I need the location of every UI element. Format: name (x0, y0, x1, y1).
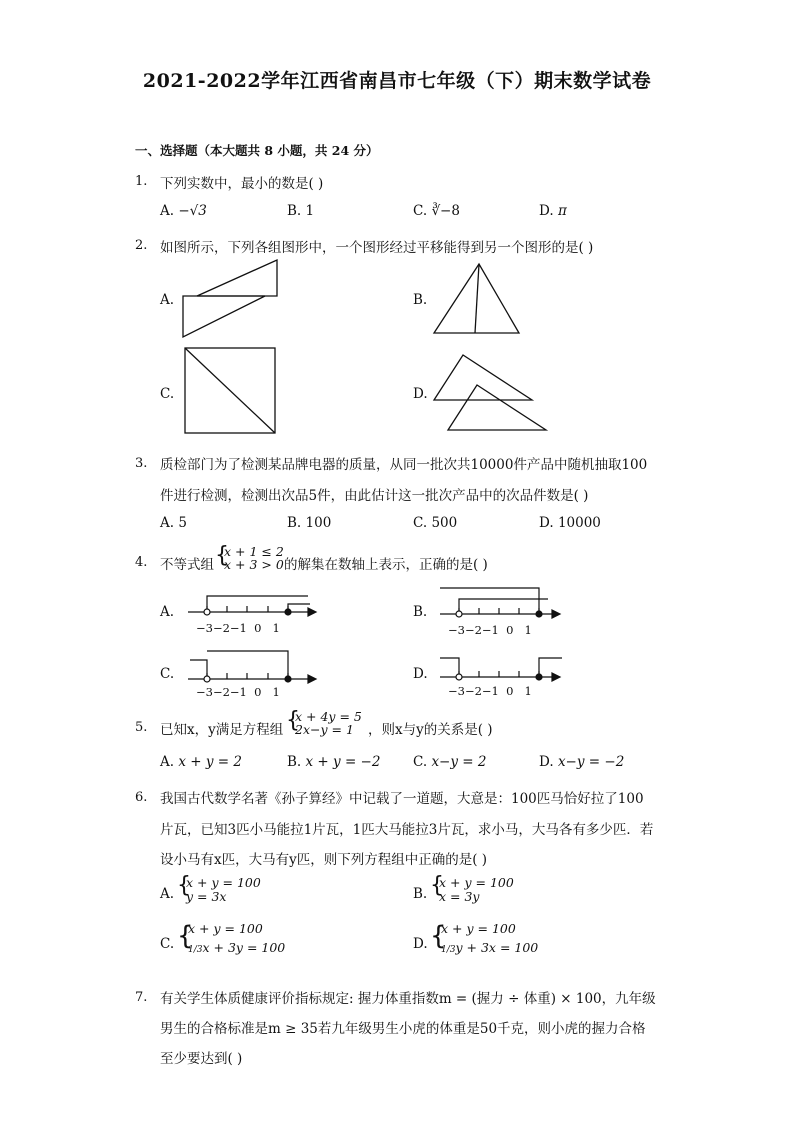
option-letter: B. (287, 515, 302, 531)
option-letter: A. (160, 515, 175, 531)
system-brace: { (177, 873, 191, 898)
option-d[interactable]: D. (413, 936, 428, 952)
question-text-line: 男生的合格标准是m ≥ 35若九年级男生小虎的体重是50千克，则小虎的握力合格 (160, 1021, 646, 1037)
system-brace: { (215, 543, 229, 568)
question-number: 4. (135, 555, 148, 570)
question-text: 已知x，y满足方程组 (160, 722, 284, 738)
question-number: 3. (135, 456, 148, 471)
option-value: x−y = 2 (431, 754, 487, 770)
question-text: 下列实数中，最小的数是( ) (160, 176, 324, 192)
option-a[interactable] (160, 754, 242, 770)
system-equation: 1/3x + 3y = 100 (188, 940, 286, 955)
fraction: 1/3 (441, 945, 456, 955)
question-number: 7. (135, 990, 148, 1005)
question-text: 的解集在数轴上表示，正确的是( ) (284, 557, 488, 573)
option-letter: A. (160, 754, 175, 770)
option-value: 5 (178, 515, 187, 531)
question-text-line: 至少要达到( ) (160, 1051, 243, 1067)
system-equation: x + y = 100 (186, 875, 261, 890)
question-number: 2. (135, 238, 148, 253)
axis-tick-label: −3−2−1 0 1 (196, 621, 280, 635)
option-b[interactable] (287, 754, 380, 770)
option-letter: B. (287, 203, 302, 219)
system-equation: x + y = 100 (439, 875, 514, 890)
option-letter: C. (413, 515, 428, 531)
option-d[interactable]: D. (413, 666, 428, 682)
option-value: 1 (305, 203, 315, 219)
option-b[interactable]: B. (413, 886, 428, 902)
question-text: 如图所示，下列各组图形中，一个图形经过平移能得到另一个图形的是( ) (160, 240, 594, 256)
question-text-line: 设小马有x匹，大马有y匹，则下列方程组中正确的是( ) (160, 852, 488, 868)
system-equation: 1/3y + 3x = 100 (441, 940, 539, 955)
system-equation: x + 3 > 0 (224, 557, 284, 572)
option-b[interactable]: B. (413, 604, 428, 620)
option-a[interactable]: A. (160, 292, 175, 308)
system-equation: x + 1 ≤ 2 (224, 544, 284, 559)
option-a[interactable]: A. (160, 604, 175, 620)
question-text-line: 片瓦，已知3匹小马能拉1片瓦，1匹大马能拉3片瓦，求小马，大马各有多少匹．若 (160, 822, 654, 838)
question-number: 5. (135, 720, 148, 735)
question-text-line: 我国古代数学名著《孙子算经》中记载了一道题，大意是：100匹马恰好拉了100 (160, 791, 644, 807)
option-value: 100 (305, 515, 332, 531)
option-a[interactable]: A. (160, 886, 175, 902)
question-text: ，则x与y的关系是( ) (368, 722, 493, 738)
option-value: 10000 (557, 515, 601, 531)
axis-tick-label: −3−2−1 0 1 (448, 623, 532, 637)
question-text: 不等式组 (160, 557, 214, 573)
system-brace: { (430, 921, 447, 951)
option-letter: C. (413, 203, 428, 219)
axis-tick-label: −3−2−1 0 1 (448, 684, 532, 698)
system-equation: x + y = 100 (441, 921, 516, 936)
section-heading: 一、选择题（本大题共 8 小题，共 24 分） (135, 143, 379, 158)
option-value: x + y = 2 (178, 754, 242, 770)
question-text-line: 质检部门为了检测某品牌电器的质量，从同一批次共10000件产品中随机抽取100 (160, 457, 648, 473)
system-equation: y = 3x (186, 889, 227, 904)
system-equation: 2x−y = 1 (295, 722, 354, 737)
question-number: 1. (135, 174, 148, 189)
fraction: 1/3 (188, 945, 203, 955)
system-equation: x + y = 100 (188, 921, 263, 936)
system-brace: { (177, 921, 194, 951)
option-d[interactable]: D. (413, 386, 428, 402)
question-text-line: 有关学生体质健康评价指标规定: 握力体重指数m = (握力 ÷ 体重) × 100，九年级 (160, 991, 656, 1007)
option-c[interactable] (413, 754, 486, 770)
option-letter: D. (539, 754, 554, 770)
option-c[interactable]: C. (160, 936, 175, 952)
option-letter: D. (539, 203, 554, 219)
system-equation: x + 4y = 5 (295, 709, 362, 724)
system-equation: x = 3y (439, 889, 480, 904)
option-letter: C. (413, 754, 428, 770)
option-c[interactable]: C. (160, 666, 175, 682)
option-letter: A. (160, 203, 175, 219)
option-letter: D. (539, 515, 554, 531)
option-value: 500 (431, 515, 458, 531)
option-value: ∛−8 (431, 203, 460, 219)
system-brace: { (286, 708, 300, 733)
option-c[interactable]: C. (160, 386, 175, 402)
option-value: π (557, 203, 567, 219)
system-brace: { (430, 873, 444, 898)
question-number: 6. (135, 790, 148, 805)
page-title: 2021-2022学年江西省南昌市七年级（下）期末数学试卷 (142, 70, 652, 92)
option-d[interactable] (539, 754, 624, 770)
option-letter: B. (287, 754, 302, 770)
option-value: −√3 (178, 203, 207, 219)
option-b[interactable]: B. (413, 292, 428, 308)
question-text-line: 件进行检测，检测出次品5件，由此估计这一批次产品中的次品件数是( ) (160, 488, 589, 504)
option-value: x−y = −2 (557, 754, 625, 770)
option-value: x + y = −2 (305, 754, 381, 770)
axis-tick-label: −3−2−1 0 1 (196, 685, 280, 699)
